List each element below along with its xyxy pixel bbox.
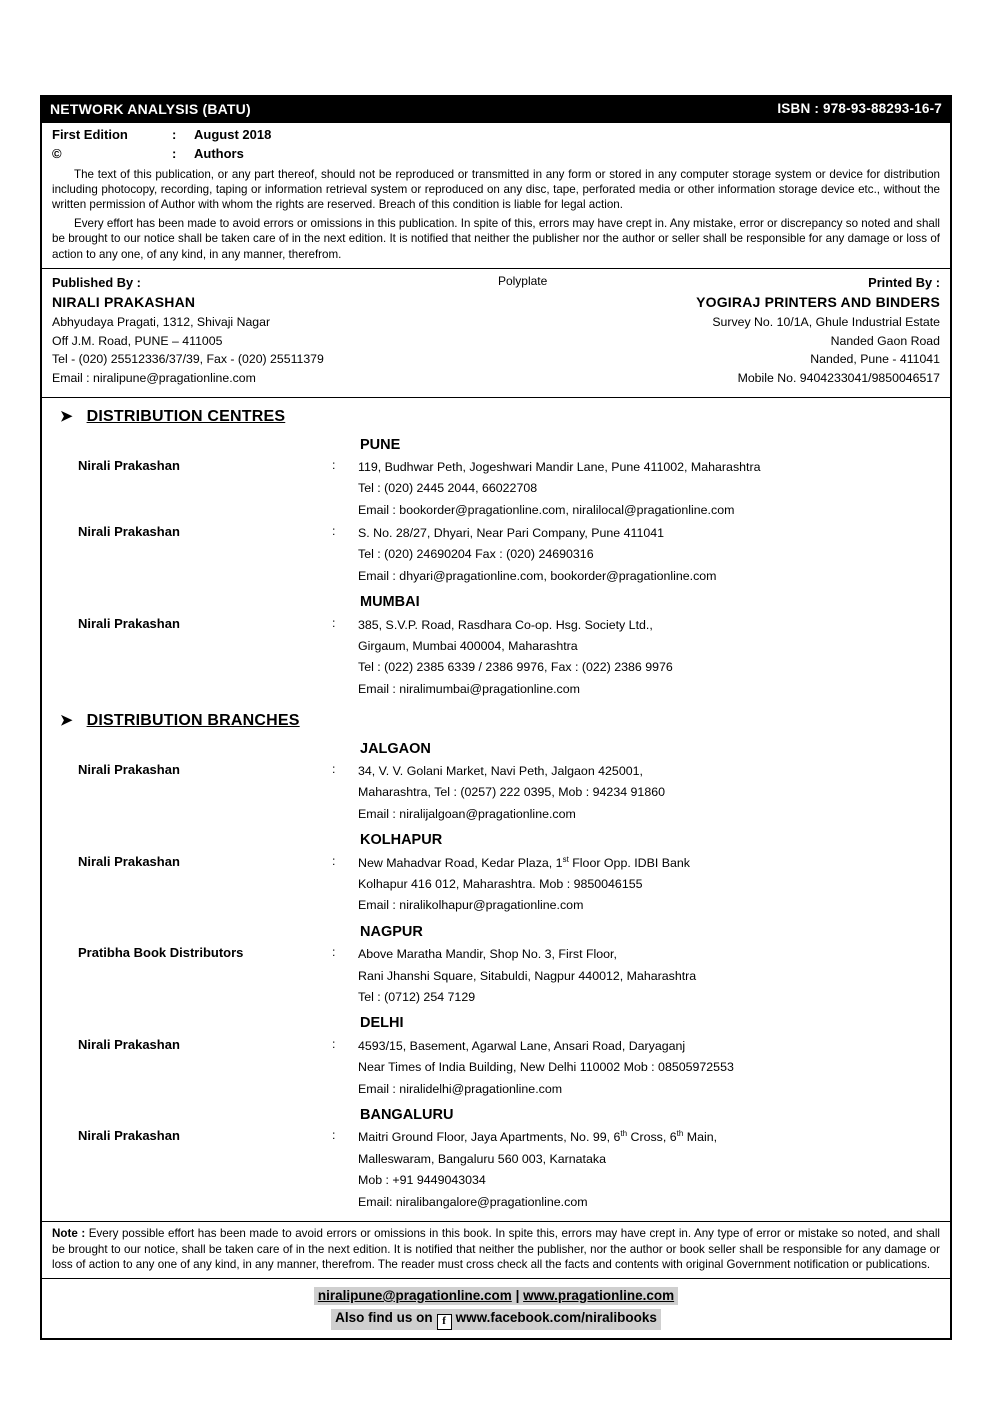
distributor-entry xyxy=(42,523,950,587)
address-line: Email : dhyari@pragationline.com, bookorder@pragationline.com xyxy=(358,568,717,583)
address-line: Email : niralidelhi@pragationline.com xyxy=(358,1081,563,1096)
entry-colon: : xyxy=(332,615,336,630)
legal-paragraph-1: The text of this publication, or any part thereof, should not be reproduced or transmitted in any form or stored in any computer storage system or device for distribution including photocopy, recording, taping or information retrieval system or reproduced on any disc, tape, perforated media or other information storage device etc., without the written permission of Author with whom the rights are reserved. Breach of this condition is liable for legal action. xyxy=(52,167,940,212)
footer-separator: | xyxy=(515,1287,520,1303)
distributor-name: Nirali Prakashan xyxy=(78,1036,180,1052)
distributor-name: Nirali Prakashan xyxy=(78,762,180,778)
publisher-address-line-2: Off J.M. Road, PUNE – 411005 xyxy=(52,333,223,348)
entry-colon: : xyxy=(332,458,336,473)
note-text: Every possible effort has been made to avoid errors or omissions in this book. In spite this, errors may have crept in. Any type of error or mistake so noted, and shall be brought to our notice, shall be taken care of in the next edition. It is notified that neither the publisher, nor the author or book seller shall be responsible for any damage or loss of action to any one of any kind, in any manner, therefrom. The reader must cross check all the facts and contents with original Government notification or publications. xyxy=(52,1226,940,1272)
note-block xyxy=(42,1221,950,1278)
address-line: Maitri Ground Floor, Jaya Apartments, No. 99, 6th Cross, 6th Main, xyxy=(358,1129,718,1145)
copyright-row xyxy=(52,145,940,164)
footer-links xyxy=(42,1278,950,1338)
publisher-name: NIRALI PRAKASHAN xyxy=(52,294,196,311)
footer-email-link[interactable]: niralipune@pragationline.com xyxy=(317,1287,512,1303)
distributor-name: Nirali Prakashan xyxy=(78,1128,180,1144)
publisher-email: Email : niralipune@pragationline.com xyxy=(52,370,256,385)
distributor-address xyxy=(358,944,950,1008)
publisher-column xyxy=(52,273,443,387)
address-line: Email: niralibangalore@pragationline.com xyxy=(358,1194,588,1209)
city-heading: PUNE xyxy=(360,436,401,453)
distributor-name: Pratibha Book Distributors xyxy=(78,945,244,961)
address-line: Tel : (020) 24690204 Fax : (020) 24690316 xyxy=(358,547,594,562)
city-heading: BANGALURU xyxy=(360,1106,454,1123)
address-line: 34, V. V. Golani Market, Navi Peth, Jalgaon 425001, xyxy=(358,764,643,779)
address-line: New Mahadvar Road, Kedar Plaza, 1st Floor Opp. IDBI Bank xyxy=(358,854,690,870)
copyright-colon: : xyxy=(172,145,177,161)
distributor-entry xyxy=(42,853,950,917)
address-line: Tel : (020) 2445 2044, 66022708 xyxy=(358,481,538,496)
publisher-printer-block xyxy=(42,269,950,393)
entry-colon: : xyxy=(332,762,336,777)
address-line: 119, Budhwar Peth, Jogeshwari Mandir Lane, Pune 411002, Maharashtra xyxy=(358,460,761,475)
address-line: Tel : (022) 2385 6339 / 2386 9976, Fax : (022) 2386 9976 xyxy=(358,660,673,675)
copyright-value: Authors xyxy=(194,145,244,161)
facebook-url[interactable]: www.facebook.com/niralibooks xyxy=(455,1310,657,1325)
distributor-address xyxy=(358,523,950,587)
entry-colon: : xyxy=(332,1036,336,1051)
entry-colon: : xyxy=(332,524,336,539)
copyright-page-frame xyxy=(40,95,952,1340)
address-line: Above Maratha Mandir, Shop No. 3, First Floor, xyxy=(358,947,617,962)
distributor-address xyxy=(358,457,950,521)
entry-colon: : xyxy=(332,1128,336,1143)
arrow-right-icon: ➤ xyxy=(60,408,73,426)
distributor-entry xyxy=(42,615,950,700)
address-line: Rani Jhanshi Square, Sitabuldi, Nagpur 440012, Maharashtra xyxy=(358,968,697,983)
distributor-name: Nirali Prakashan xyxy=(78,458,180,474)
address-line: 385, S.V.P. Road, Rasdhara Co-op. Hsg. Society Ltd., xyxy=(358,617,653,632)
arrow-right-icon: ➤ xyxy=(60,712,73,730)
facebook-icon[interactable]: f xyxy=(437,1314,452,1330)
printer-address-line-2: Nanded Gaon Road xyxy=(830,333,940,348)
also-find-us-label: Also find us on xyxy=(335,1310,433,1325)
address-line: Email : niralikolhapur@pragationline.com xyxy=(358,898,584,913)
section-header xyxy=(42,398,950,432)
distributor-entry xyxy=(42,944,950,1008)
edition-row xyxy=(52,126,940,145)
publisher-address-line-1: Abhyudaya Pragati, 1312, Shivaji Nagar xyxy=(52,315,271,330)
distributor-entry xyxy=(42,457,950,521)
section-title: DISTRIBUTION CENTRES xyxy=(86,407,286,425)
edition-label: First Edition xyxy=(52,126,128,142)
footer-website-link[interactable]: www.pragationline.com xyxy=(523,1287,675,1303)
printed-by-label: Printed By : xyxy=(868,275,940,291)
address-line: Email : bookorder@pragationline.com, niralilocal@pragationline.com xyxy=(358,502,735,517)
address-line: 4593/15, Basement, Agarwal Lane, Ansari Road, Daryaganj xyxy=(358,1038,686,1053)
distributor-address xyxy=(358,853,950,917)
printer-mobile: Mobile No. 9404233041/9850046517 xyxy=(737,370,940,385)
distributor-name: Nirali Prakashan xyxy=(78,853,180,869)
plate-type-label: Polyplate xyxy=(497,274,548,289)
distributor-address xyxy=(358,1127,950,1212)
isbn-label: ISBN : 978-93-88293-16-7 xyxy=(777,101,942,117)
distributor-name: Nirali Prakashan xyxy=(78,615,180,631)
address-line: S. No. 28/27, Dhyari, Near Pari Company, Pune 411041 xyxy=(358,526,665,541)
address-line: Girgaum, Mumbai 400004, Maharashtra xyxy=(358,638,578,653)
address-line: Mob : +91 9449043034 xyxy=(358,1173,486,1188)
city-heading: MUMBAI xyxy=(360,594,420,611)
edition-colon: : xyxy=(172,126,177,142)
edition-block xyxy=(42,123,950,264)
section-header xyxy=(42,702,950,736)
address-line: Malleswaram, Bangaluru 560 003, Karnataka xyxy=(358,1151,606,1166)
published-by-label: Published By : xyxy=(52,275,141,291)
city-heading: KOLHAPUR xyxy=(360,832,443,849)
entry-colon: : xyxy=(332,853,336,868)
city-heading: NAGPUR xyxy=(360,923,423,940)
book-title: NETWORK ANALYSIS (BATU) xyxy=(50,101,251,117)
city-heading: DELHI xyxy=(360,1015,404,1032)
address-line: Email : niralimumbai@pragationline.com xyxy=(358,681,580,696)
printer-column xyxy=(603,273,940,387)
distribution-sections xyxy=(42,398,950,1213)
book-title-bar xyxy=(42,97,950,123)
section-title: DISTRIBUTION BRANCHES xyxy=(86,711,300,729)
address-line: Email : niralijalgoan@pragationline.com xyxy=(358,806,576,821)
distributor-address xyxy=(358,615,950,700)
entry-colon: : xyxy=(332,945,336,960)
printer-address-line-3: Nanded, Pune - 411041 xyxy=(810,352,940,367)
distributor-entry xyxy=(42,1127,950,1212)
address-line: Maharashtra, Tel : (0257) 222 0395, Mob : 94234 91860 xyxy=(358,785,665,800)
distributor-entry xyxy=(42,761,950,825)
note-label: Note : xyxy=(52,1226,86,1240)
address-line: Tel : (0712) 254 7129 xyxy=(358,989,476,1004)
legal-paragraph-2: Every effort has been made to avoid errors or omissions in this publication. In spite of this, errors may have crept in. Any mistake, error or discrepancy so noted and shall be brought to our notice shall be taken care of in the next edition. It is notified that neither the publisher nor the author or seller shall be responsible for any damage or loss of action to any one, of any kind, in any manner, therefrom. xyxy=(52,216,940,261)
publisher-phone: Tel - (020) 25512336/37/39, Fax - (020) 25511379 xyxy=(52,352,324,367)
footer-social-row xyxy=(331,1309,661,1330)
address-line: Kolhapur 416 012, Maharashtra. Mob : 9850046155 xyxy=(358,877,643,892)
edition-value: August 2018 xyxy=(194,126,272,142)
printer-name: YOGIRAJ PRINTERS AND BINDERS xyxy=(696,294,940,311)
footer-link-row xyxy=(314,1287,678,1305)
address-line: Near Times of India Building, New Delhi 110002 Mob : 08505972553 xyxy=(358,1060,734,1075)
city-heading: JALGAON xyxy=(360,740,431,757)
distributor-name: Nirali Prakashan xyxy=(78,524,180,540)
printer-address-line-1: Survey No. 10/1A, Ghule Industrial Estate xyxy=(712,315,940,330)
distributor-address xyxy=(358,1036,950,1100)
copyright-label: © xyxy=(52,145,62,161)
distributor-entry xyxy=(42,1036,950,1100)
distributor-address xyxy=(358,761,950,825)
